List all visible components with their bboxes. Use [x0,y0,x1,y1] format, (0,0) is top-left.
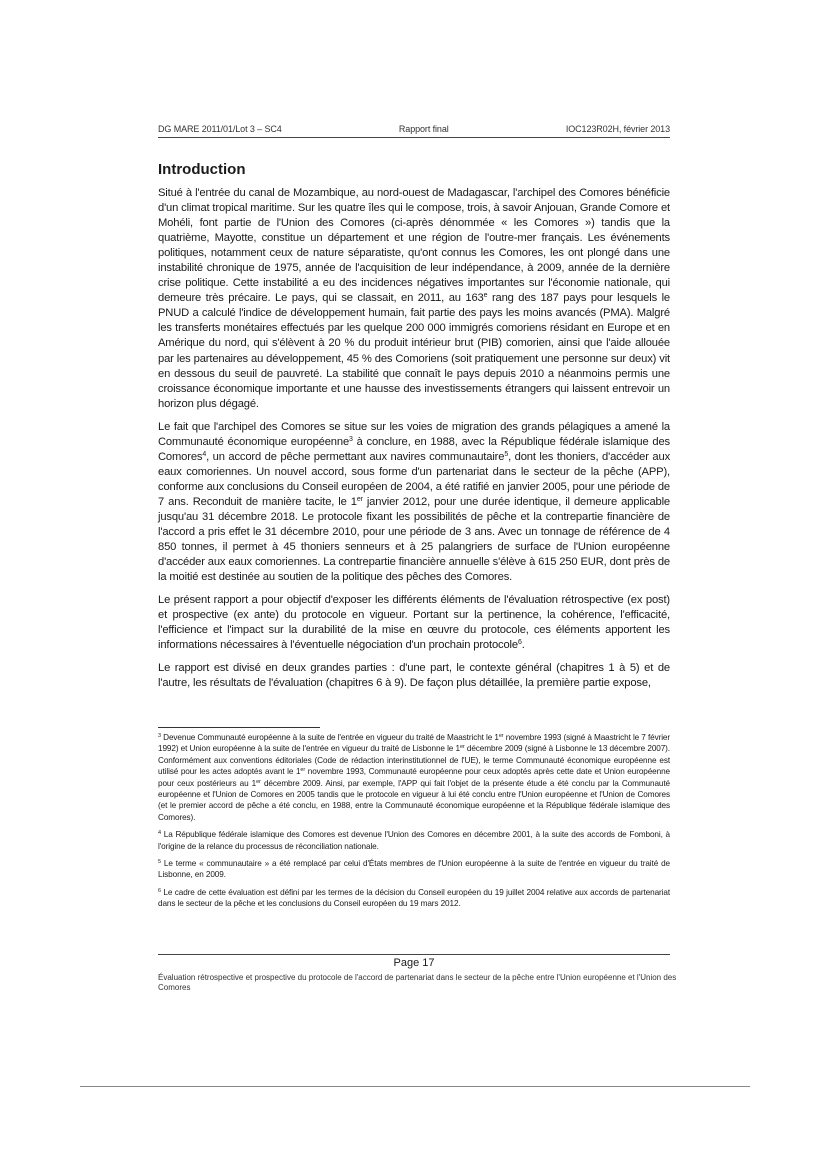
page-number: Page 17 [393,957,435,969]
paragraph-4: Le rapport est divisé en deux grandes parties : d'une part, le contexte général (chapitres 1 à 5) et de l'autre, les résultats de l'évaluation (chapitres 6 à 9). De façon plus détaillée, la première partie expose, [158,662,670,690]
header-document-code: IOC123R02H, février 2013 [565,124,670,134]
page-bottom-rule [80,1086,750,1087]
footer-document-title: Évaluation rétrospective et prospective du protocole de l'accord de partenariat dans le secteur de la pêche entre l'Union européenne et l'Union des Comores [158,973,677,992]
footnotes [158,732,670,916]
paragraph-2: Le fait que l'archipel des Comores se situe sur les voies de migration des grands pélagiques a amené la Communauté économique européenne$^3$ à conclure, en 1988, avec la République fédérale islamique des Comores$^4$, un accord de pêche permettant aux navires communautaire$^5$, dont les thoniers, d'accéder aux eaux comoriennes. Un nouvel accord, sous forme d'un partenariat dans le secteur de la pêche (APP), conforme aux conclusions du Conseil européen de 2004, a été ratifié en janvier 2005, pour une période de 7 ans. Reconduit de manière tacite, le 1er janvier 2012, pour une durée identique, il demeure applicable jusqu'au 31 décembre 2018. Le protocole fixant les possibilités de pêche et la contrepartie financière de l'accord a pris effet le 31 décembre 2010, pour une période de 3 ans. Avec un tonnage de référence de 4 850 tonnes, il permet à 45 thoniers senneurs et à 25 palangriers de surface de l'Union européenne d'accéder aux eaux comoriennes. La contrepartie financière annuelle s'élève à 615 250 EUR, dont près de la moitié est destinée au soutien de la politique des pêches des Comores. [158,420,671,584]
footnote-ref-3[interactable]: 3 [349,435,353,443]
footnote-3: $^3$ Devenue Communauté européenne à la suite de l'entrée en vigueur du traité de Maastricht le 1er novembre 1993 (signé à Maastricht le 7 février 1992) et Union européenne à la suite de l'entrée en vigueur du traité de Lisbonne le 1er décembre 2009 (signé à Lisbonne le 13 décembre 2007). Conformément aux conventions éditoriales (Code de rédaction interinstitutionnel de l'UE), le terme Communauté économique européenne est utilisé pour les actes adoptés avant le 1er novembre 1993, Communauté européenne pour ceux adoptés après cette date et Union européenne pour ceux postérieurs au 1er décembre 2009. Ainsi, par exemple, l'APP qui fait l'objet de la présente étude a été conclu par la Communauté européenne et l'Union de Comores en 2005 tandis que le protocole en vigueur à lui été conclu entre l'Union européenne et l'Union de Comores (et le premier accord de pêche a été conclu, en 1988, entre la Communauté économique européenne et la République fédérale islamique des Comores). [158,733,670,822]
footnote-4: $^4$ La République fédérale islamique des Comores est devenue l'Union des Comores en décembre 2001, à la suite des accords de Fomboni, à l'origine de la relance du processus de réconciliation nationale. [158,830,670,851]
footnote-5: $^5$ Le terme « communautaire » a été remplacé par celui d'États membres de l'Union européenne à la suite de l'entrée en vigueur du traité de Lisbonne, en 2009. [158,859,670,880]
header-reference: DG MARE 2011/01/Lot 3 – SC4 [158,124,282,134]
footnote-separator [158,727,320,728]
footnote-ref-5[interactable]: 5 [504,450,509,458]
header-report-type: Rapport final [398,124,449,134]
footnote-6: $^6$ Le cadre de cette évaluation est défini par les termes de la décision du Conseil européen du 19 juillet 2004 relative aux accords de partenariat dans le secteur de la pêche et les conclusions du Conseil européen du 19 mars 2012. [158,887,670,909]
footnote-ref-4[interactable]: 4 [202,450,207,458]
paragraph-3: Le présent rapport a pour objectif d'exposer les différents éléments de l'évaluation rétrospective (ex post) et prospective (ex ante) du protocole en vigueur. Portant sur la pertinence, la cohérence, l'efficacité, l'efficience et l'impact sur la durabilité de la mise en œuvre du protocole, ces éléments apportent les informations nécessaires à l'éventuelle négociation d'un prochain protocole$^6$. [158,594,670,652]
paragraph-1: Situé à l'entrée du canal de Mozambique, au nord-ouest de Madagascar, l'archipel des Comores bénéficie d'un climat tropical maritime. Sur les quatre îles qui le compose, trois, à savoir Anjouan, Grande Comore et Mohéli, font partie de l'Union des Comores (ci-après dénommée « les Comores ») tandis que la quatrième, Mayotte, constitue un département et une région de l'outre-mer français. Les événements politiques, notamment ceux de nature séparatiste, qu'ont connus les Comores, les ont plongé dans une instabilité chronique de 1975, année de l'acquisition de leur indépendance, à 2009, année de la dernière crise politique. Cette instabilité a eu des incidences négatives importantes sur l'économie nationale, qui demeure très précaire. Le pays, qui se classait, en 2011, au 163e rang des 187 pays pour lesquels le PNUD a calculé l'indice de développement humain, fait partie des pays les moins avancés (PMA). Malgré les transferts monétaires effectués par les quelque 200 000 immigrés comoriens résidant en Europe et en Amérique du nord, qui s'élèvent à 20 % du produit intérieur brut (PIB) comorien, ainsi que l'aide allouée par les partenaires au développement, 45 % des Comoriens (soit pratiquement une personne sur deux) vit en dessous du seuil de pauvreté. La stabilité que connaît le pays depuis 2010 a néanmoins permis une croissance économique importante et une hausse des investissements étrangers qui laissent entrevoir un horizon plus dégagé. [158,187,670,410]
footer-separator [158,954,670,955]
footnote-ref-6[interactable]: 6 [517,639,522,647]
body-text [158,186,670,700]
running-header [158,124,670,138]
section-heading: Introduction [158,161,246,178]
